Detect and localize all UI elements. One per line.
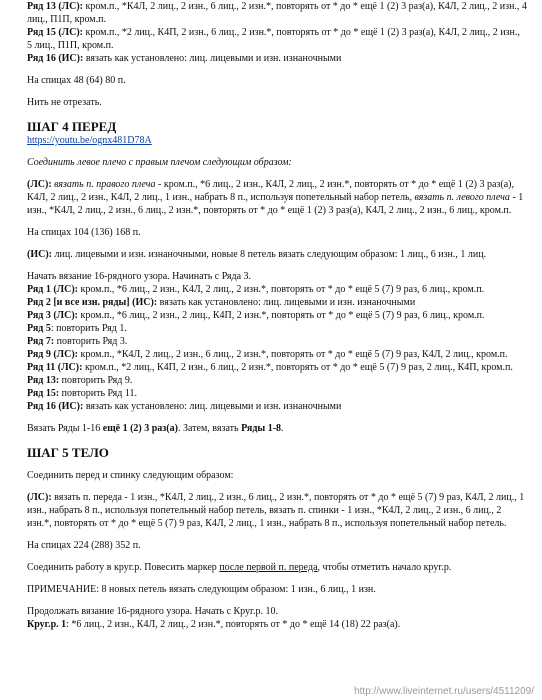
note: ПРИМЕЧАНИЕ: 8 новых петель вязать следующим образом: 1 изн., 6 лиц., 1 изн. (27, 584, 376, 595)
continue-pattern: Продолжать вязание 16-рядного узора. Начать с Круг.р. 10. (27, 606, 279, 617)
stitch-count: На спицах 224 (288) 352 п. (27, 540, 141, 551)
intro-rows (27, 0, 527, 109)
round-1-instruction: Круг.р. 1: *6 лиц., 2 изн., К4Л, 2 лиц., 2 изн.*, повторять от * до * ещё 14 (18) 22 раз(а). (27, 619, 401, 630)
stitch-count: На спицах 104 (136) 168 п. (27, 227, 141, 238)
row-16-instruction: Ряд 16 (ИС): вязать как установлено: лиц. лицевыми и изн. изнаночными (27, 53, 342, 64)
pattern-start: Начать вязание 16-рядного узора. Начинать с Ряда 3. (27, 271, 252, 282)
row-13-instruction: Ряд 13: повторить Ряд 9. (27, 375, 133, 386)
row-7-instruction: Ряд 7: повторить Ряд 3. (27, 336, 128, 347)
step-5-join: Соединить перед и спинку следующим образом: (27, 470, 234, 481)
document-page (27, 0, 527, 631)
row-16-instruction: Ряд 16 (ИС): вязать как установлено: лиц. лицевыми и изн. изнаночными (27, 401, 342, 412)
step-4-is-instruction: (ИС): лиц. лицевыми и изн. изнаночными, новые 8 петель вязать следующим образом: 1 лиц., 6 изн., 1 лиц. (27, 249, 487, 260)
row-9-instruction: Ряд 9 (ЛС): кром.п., *К4Л, 2 лиц., 2 изн., 6 лиц., 2 изн.*, повторять от * до * ещё 5 (7) 9 раз, К4Л, 2 лиц., кром.п. (27, 349, 508, 360)
stitch-count: На спицах 48 (64) 80 п. (27, 75, 126, 86)
repeat-rows: Вязать Ряды 1-16 ещё 1 (2) 3 раз(а). Затем, вязать Ряды 1-8. (27, 423, 284, 434)
row-5-instruction: Ряд 5: повторить Ряд 1. (27, 323, 127, 334)
step-4-ls-instruction: (ЛС): вязать п. правого плеча - кром.п., *6 лиц., 2 изн., К4Л, 2 лиц., 2 изн.*, повторять от * до * ещё 1 (2) 3 раз(а), К4Л, 2 лиц., 2 изн., К4Л, 2 лиц., 1 изн., набрать 8 п., используя попетельный набор петель, вязать п. левого плеча - 1 изн., *К4Л, 2 лиц., 2 изн., 6 лиц., 2 изн.*, повторять от * до * ещё 1 (2) 3 раз(а), К4Л, 2 лиц., 2 изн., 6 лиц., кром.п. (27, 179, 524, 216)
youtube-link[interactable]: https://youtu.be/ognx481D78A (27, 135, 152, 146)
step-4-heading: ШАГ 4 ПЕРЕД (27, 119, 117, 134)
row-label: Ряд 15 (ЛС): (27, 27, 83, 38)
no-cut-note: Нить не отрезать. (27, 97, 102, 108)
step-4-intro: Соединить левое плечо с правым плечом следующим образом: (27, 157, 292, 168)
watermark: http://www.liveinternet.ru/users/4511209/ (354, 686, 534, 697)
step-5-ls-instruction: (ЛС): вязать п. переда - 1 изн., *К4Л, 2 лиц., 2 изн., 6 лиц., 2 изн.*, повторять от * до * ещё 5 (7) 9 раз, К4Л, 2 лиц., 1 изн., набрать 8 п., используя попетельный набор петель, вязать п. спинки - 1 изн., *К4Л, 2 лиц., 2 изн., 6 лиц., 2 изн.*, повторять от * до * ещё 5 (7) 9 раз, К4Л, 2 лиц., 1 изн., набрать 8 п., используя попетельный набор петель. (27, 492, 525, 529)
row-13-instruction: Ряд 13 (ЛС): кром.п., *К4Л, 2 лиц., 2 изн., 6 лиц., 2 изн.*, повторять от * до * ещё 1 (2) 3 раз(а), К4Л, 2 лиц., 2 изн., 4 лиц., П1П, кром.п. (27, 1, 527, 25)
step-5-section (27, 446, 527, 631)
row-label: Ряд 13 (ЛС): (27, 1, 83, 12)
join-round: Соединить работу в круг.р. Повесить маркер после первой п. переда, чтобы отметить начало круг.р. (27, 562, 452, 573)
row-11-instruction: Ряд 11 (ЛС): кром.п., *2 лиц., К4П, 2 изн., 6 лиц., 2 изн.*, повторять от * до * ещё 5 (7) 9 раз, 2 лиц., К4П, кром.п. (27, 362, 513, 373)
row-1-instruction: Ряд 1 (ЛС): кром.п., *6 лиц., 2 изн., К4Л, 2 лиц., 2 изн.*, повторять от * до * ещё 5 (7) 9 раз, 6 лиц., кром.п. (27, 284, 485, 295)
row-3-instruction: Ряд 3 (ЛС): кром.п., *6 лиц., 2 изн., 2 лиц., К4П, 2 изн.*, повторять от * до * ещё 5 (7) 9 раз, 6 лиц., кром.п. (27, 310, 485, 321)
row-15-instruction: Ряд 15: повторить Ряд 11. (27, 388, 137, 399)
row-label: Ряд 16 (ИС): (27, 53, 84, 64)
row-2-instruction: Ряд 2 [и все изн. ряды] (ИС): вязать как установлено: лиц. лицевыми и изн. изнаночными (27, 297, 416, 308)
row-15-instruction: Ряд 15 (ЛС): кром.п., *2 лиц., К4П, 2 изн., 6 лиц., 2 изн.*, повторять от * до * ещё 1 (2) 3 раз(а), К4Л, 2 лиц., 2 изн., 5 лиц., П1П, кром.п. (27, 27, 520, 51)
step-4-section (27, 120, 527, 435)
step-5-heading: ШАГ 5 ТЕЛО (27, 445, 109, 460)
